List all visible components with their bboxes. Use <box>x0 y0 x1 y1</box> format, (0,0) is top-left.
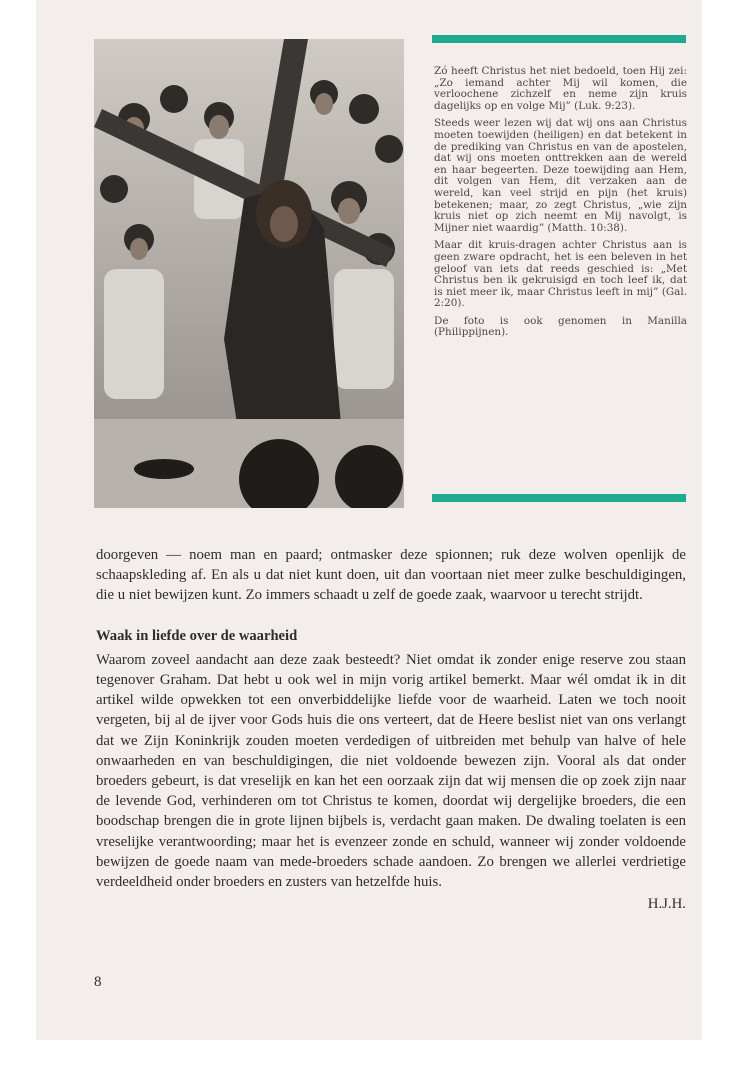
accent-bar-top <box>432 35 686 43</box>
sidebar-paragraph: Steeds weer lezen wij dat wij ons aan Christus moeten toewijden (heiligen) en dat betekent in de prediking van Christus en van de apostelen, dat wij ons moeten onttrekken aan de wereld en haar begeerten. Deze toewijding aan Hem, dit volgen van Hem, dit verzaken aan de wereld, kan veel strijd en pijn (het kruis) betekenen; maar, zo zegt Christus, „wie zijn kruis niet op zich neemt en Mij navolgt, is Mijner niet waardig” (Matth. 10:38). <box>434 117 687 234</box>
sidebar-caption <box>434 66 687 345</box>
photo-illustration <box>94 39 404 508</box>
article-body <box>96 545 686 914</box>
article-paragraph: Waarom zoveel aandacht aan deze zaak besteedt? Niet omdat ik zonder enige reserve zou staan tegenover Graham. Dat hebt u ook wel in mijn vorig artikel bemerkt. Maar wél omdat ik in dit artikel wilde opwekken tot een onverbiddelijke liefde voor de waarheid. Laten we toch nooit vergeten, bij al de ijver voor Gods huis die ons verteert, dat de Heere beslist niet van ons verlangt dat we Zijn Koninkrijk zouden moeten verdedigen of uitbreiden met behulp van halve of hele onwaarheden en van beschuldigingen, die niet voldoende bewezen zijn. Vooral als dat onder broeders gebeurt, is dat vreselijk en kan het een oorzaak zijn dat wij mensen die op zoek zijn naar de levende God, verhinderen om tot Christus te komen, doordat wij dergelijke broeders, die een boodschap brengen die in grote lijnen bijbels is, verdacht gaan maken. De dwaling toelaten is een vreselijke verantwoording; maar het is evenzeer zonde en schuld, wanneer wij zonder voldoende bewijzen de goede naam van mede-broeders schade aandoen. Zo brengen we allerlei verdrietige verdeeldheid onder broeders en zusters van hetzelfde huis. <box>96 651 686 891</box>
article-intro-paragraph: doorgeven — noem man en paard; ontmasker deze spionnen; ruk deze wolven openlijk de schaapskleding af. En als u dat niet kunt doen, uit dan voortaan niet meer zulke beschuldigingen, die u niet bewijzen kunt. Zo immers schaadt u zelf de goede zaak, waarvoor u terecht strijdt. <box>96 547 686 604</box>
author-signature: H.J.H. <box>647 896 686 913</box>
photo-procession-cross <box>94 39 404 508</box>
page-number: 8 <box>94 974 102 990</box>
sidebar-paragraph: De foto is ook genomen in Manilla (Philippijnen). <box>434 314 687 339</box>
sidebar-paragraph: Zó heeft Christus het niet bedoeld, toen Hij zei: „Zo iemand achter Mij wil komen, die verloochene zichzelf en neme zijn kruis dagelijks op en volge Mij” (Luk. 9:23). <box>434 65 687 112</box>
sidebar-paragraph: Maar dit kruis-dragen achter Christus aan is geen zware opdracht, het is een beleven in het geloof van iets dat reeds geschied is: „Met Christus ben ik gekruisigd en toch leef ik, dat is niet meer ik, maar Christus leeft in mij” (Gal. 2:20). <box>434 239 687 310</box>
accent-bar-bottom <box>432 494 686 502</box>
section-heading: Waak in liefde over de waarheid <box>96 627 298 644</box>
